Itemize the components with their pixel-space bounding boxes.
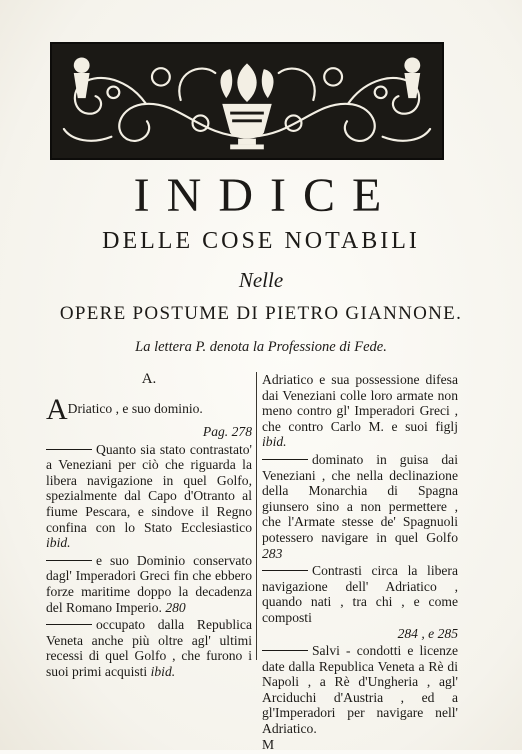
entry-text: Driatico , e suo dominio. xyxy=(67,401,203,416)
page-title: INDICE xyxy=(133,169,399,222)
page-reference: 283 xyxy=(262,545,283,561)
subtitle-nelle: Nelle xyxy=(238,268,284,292)
page-reference: 280 xyxy=(165,599,186,615)
entry-text: e suo Dominio conservato dagl' Imperadori Greci fin che ebbero forze maritime doppo la decadenza del Romano Imperio. xyxy=(46,552,252,615)
index-column-right xyxy=(262,372,458,754)
entry-text: Contrasti circa la libera navigazione dell' Adriatico , quando nati , tra chi , e come composti xyxy=(262,563,458,625)
entry-text: occupato dalla Republica Veneta anche più oltre agl' ultimi recessi di quel Golfo , che furono i suoi primi acquisti xyxy=(46,617,252,679)
index-entry xyxy=(46,442,252,551)
index-entry xyxy=(46,617,252,679)
page-subtitle: DELLE COSE NOTABILI xyxy=(102,228,420,254)
work-title: OPERE POSTUME DI PIETRO GIANNONE. xyxy=(59,303,463,324)
index-entry xyxy=(46,393,252,440)
index-entry xyxy=(262,372,458,450)
ornamental-headpiece xyxy=(50,42,444,160)
entry-text: Adriatico e sua possessione difesa dai Veneziani colle loro armate non meno contro gl' Imperadori Greci , che contro Carlo M. e suoi figlj xyxy=(262,372,458,434)
index-entry xyxy=(262,643,458,752)
ditto-dash xyxy=(46,560,92,561)
page-reference: Pag. 278 xyxy=(202,424,252,439)
ditto-dash xyxy=(262,650,308,651)
catchword: M xyxy=(262,736,275,752)
index-column-left xyxy=(46,372,252,682)
floral-vase-ornament-icon xyxy=(52,44,442,158)
drop-initial: A xyxy=(46,393,68,426)
index-entry xyxy=(262,563,458,641)
column-divider xyxy=(256,372,257,660)
ditto-dash xyxy=(46,624,92,625)
abbreviation-note: La lettera P. denota la Professione di Fede. xyxy=(135,339,387,355)
page-reference: 284 , e 285 xyxy=(397,625,458,641)
ditto-dash xyxy=(46,449,92,450)
ditto-dash xyxy=(262,459,308,460)
entry-text: Quanto sia stato contrastato' a Veneziani per ciò che riguarda la libera navigazione in quel Golfo, spezialmente dal Capo d'Otranto al fiume Pescara, e sindove il Regno confina con lo Stato Ecclesiastico xyxy=(46,441,252,535)
index-entry xyxy=(46,553,252,615)
ditto-dash xyxy=(262,570,308,571)
section-letter: A. xyxy=(141,371,157,387)
entry-text: Salvi - condotti e licenze date dalla Republica Veneta a Rè di Napoli , a Rè d'Ungheria , agl' Arciduchi d'Austria , ed a gl'Imperadori per navigare nell' Adriatico. xyxy=(262,643,458,737)
page-reference: ibid. xyxy=(46,535,71,551)
page-reference: ibid. xyxy=(262,434,287,450)
entry-text: dominato in guisa dai Veneziani , che nella declinazione della Monarchia di Spagna giunsero sino a non permettere , che l'Armate stesse de' Spagnuoli potessero navigare in quel Golfo xyxy=(262,451,458,545)
index-entry xyxy=(262,452,458,561)
page-reference: ibid. xyxy=(150,663,176,679)
